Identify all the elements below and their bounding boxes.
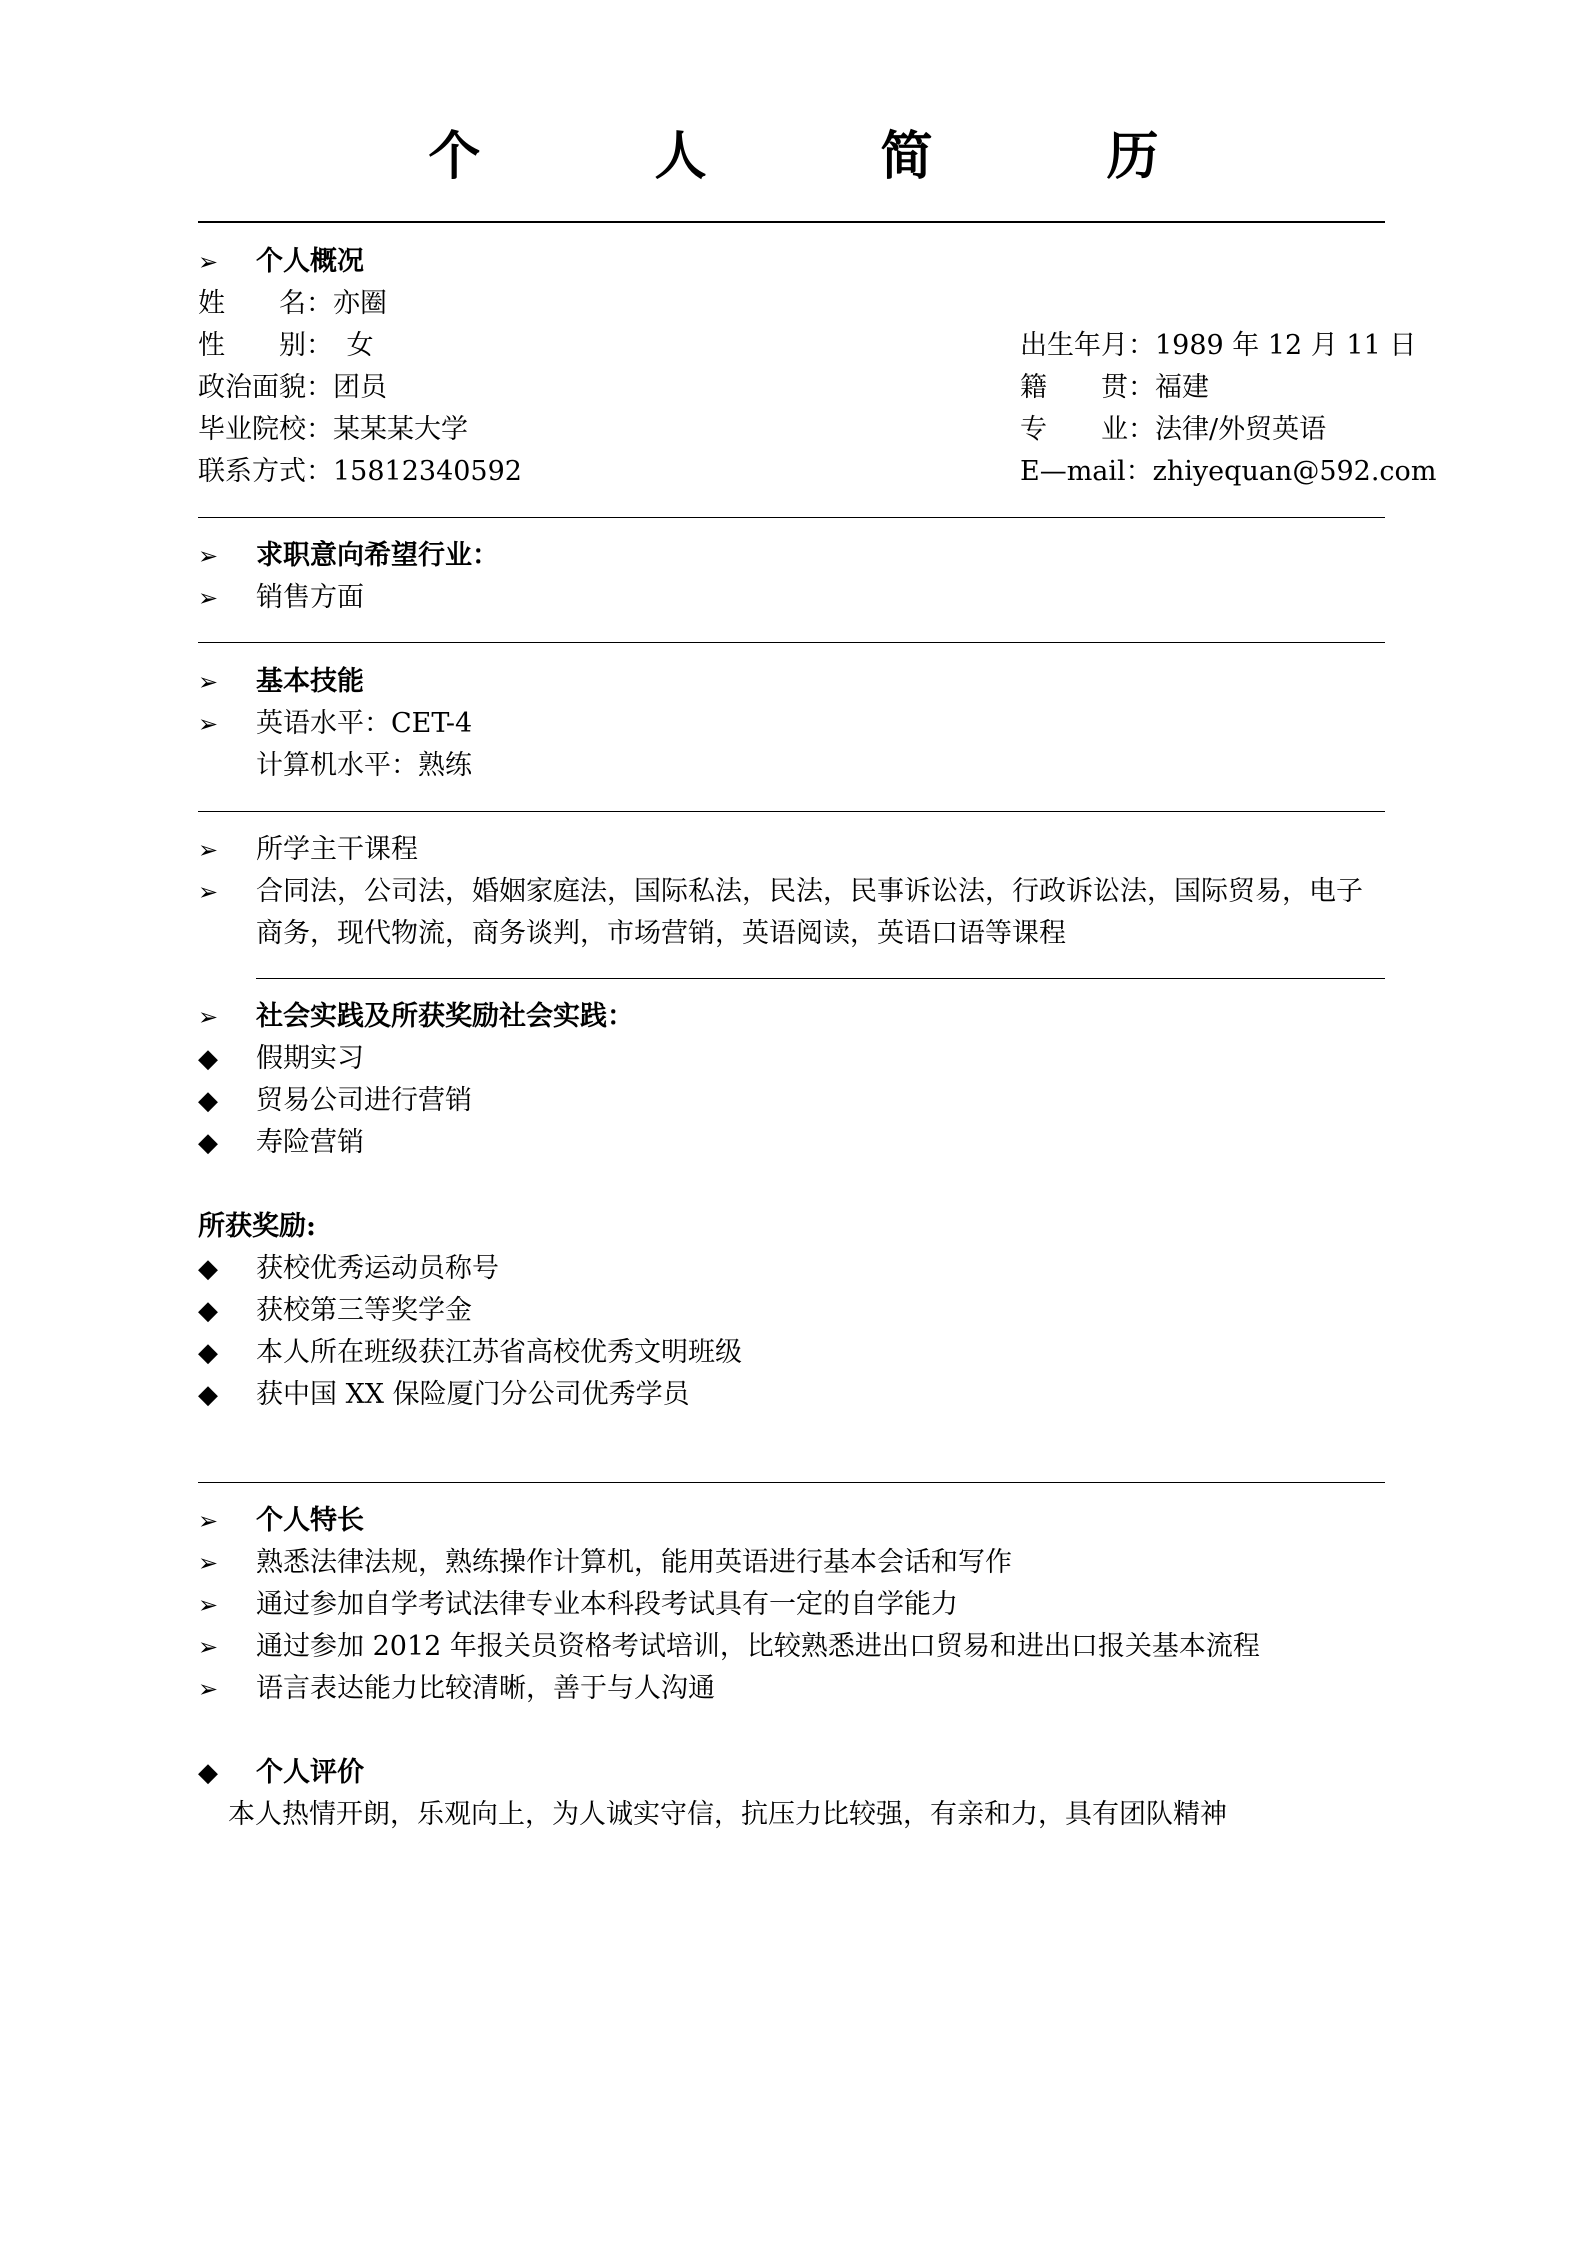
evaluation-text: 本人热情开朗，乐观向上，为人诚实守信，抗压力比较强，有亲和力，具有团队精神 bbox=[228, 1799, 1227, 1830]
contact-field: 联系方式：15812340592 bbox=[198, 456, 522, 487]
arrow-bullet-icon: ➢ bbox=[198, 1507, 219, 1535]
arrow-bullet-icon: ➢ bbox=[198, 542, 219, 570]
specialty-item: 熟悉法律法规，熟练操作计算机，能用英语进行基本会话和写作 bbox=[256, 1547, 1012, 1578]
birth-field: 出生年月：1989 年 12 月 11 日 bbox=[1020, 330, 1417, 361]
practice-item: 寿险营销 bbox=[256, 1127, 364, 1158]
courses-heading: 所学主干课程 bbox=[256, 834, 418, 865]
skills-heading: 基本技能 bbox=[256, 666, 364, 697]
diamond-bullet-icon: ◆ bbox=[198, 1758, 218, 1788]
arrow-bullet-icon: ➢ bbox=[198, 584, 219, 612]
diamond-bullet-icon: ◆ bbox=[198, 1296, 218, 1326]
award-item: 获中国 XX 保险厦门分公司优秀学员 bbox=[256, 1379, 690, 1410]
practice-item: 贸易公司进行营销 bbox=[256, 1085, 472, 1116]
diamond-bullet-icon: ◆ bbox=[198, 1338, 218, 1368]
arrow-bullet-icon: ➢ bbox=[198, 710, 219, 738]
courses-line-2: 商务，现代物流，商务谈判，市场营销，英语阅读，英语口语等课程 bbox=[256, 918, 1066, 949]
section-divider bbox=[256, 978, 1385, 979]
specialty-item: 通过参加 2012 年报关员资格考试培训，比较熟悉进出口贸易和进出口报关基本流程 bbox=[256, 1631, 1260, 1662]
award-item: 获校第三等奖学金 bbox=[256, 1295, 472, 1326]
intention-item: 销售方面 bbox=[256, 582, 364, 613]
school-field: 毕业院校：某某某大学 bbox=[198, 414, 468, 445]
award-item: 本人所在班级获江苏省高校优秀文明班级 bbox=[256, 1337, 742, 1368]
section-divider bbox=[198, 642, 1385, 643]
courses-line-1: 合同法，公司法，婚姻家庭法，国际私法，民法，民事诉讼法，行政诉讼法，国际贸易，电子 bbox=[256, 876, 1363, 907]
award-item: 获校优秀运动员称号 bbox=[256, 1253, 499, 1284]
native-field: 籍 贯：福建 bbox=[1020, 372, 1209, 403]
gender-field: 性 别： 女 bbox=[198, 330, 374, 361]
diamond-bullet-icon: ◆ bbox=[198, 1254, 218, 1284]
diamond-bullet-icon: ◆ bbox=[198, 1128, 218, 1158]
specialties-heading: 个人特长 bbox=[256, 1505, 364, 1536]
section-divider bbox=[198, 811, 1385, 812]
arrow-bullet-icon: ➢ bbox=[198, 1675, 219, 1703]
arrow-bullet-icon: ➢ bbox=[198, 668, 219, 696]
english-skill: 英语水平：CET-4 bbox=[256, 708, 473, 739]
arrow-bullet-icon: ➢ bbox=[198, 1633, 219, 1661]
section-divider bbox=[198, 517, 1385, 518]
awards-heading: 所获奖励: bbox=[198, 1211, 316, 1242]
evaluation-heading: 个人评价 bbox=[256, 1757, 364, 1788]
politics-field: 政治面貌：团员 bbox=[198, 372, 387, 403]
arrow-bullet-icon: ➢ bbox=[198, 1591, 219, 1619]
section-divider bbox=[198, 1482, 1385, 1483]
arrow-bullet-icon: ➢ bbox=[198, 248, 219, 276]
computer-skill: 计算机水平：熟练 bbox=[256, 750, 472, 781]
arrow-bullet-icon: ➢ bbox=[198, 878, 219, 906]
practice-heading: 社会实践及所获奖励社会实践： bbox=[256, 1001, 634, 1032]
diamond-bullet-icon: ◆ bbox=[198, 1380, 218, 1410]
intention-heading: 求职意向希望行业： bbox=[256, 540, 499, 571]
practice-item: 假期实习 bbox=[256, 1043, 364, 1074]
specialty-item: 语言表达能力比较清晰，善于与人沟通 bbox=[256, 1673, 715, 1704]
diamond-bullet-icon: ◆ bbox=[198, 1086, 218, 1116]
name-field: 姓 名：亦圈 bbox=[198, 288, 387, 319]
arrow-bullet-icon: ➢ bbox=[198, 1549, 219, 1577]
resume-title: 个 人 简 历 bbox=[428, 126, 1237, 187]
overview-heading: 个人概况 bbox=[256, 246, 364, 277]
email-field: E—mail：zhiyequan@592.com bbox=[1020, 456, 1437, 487]
diamond-bullet-icon: ◆ bbox=[198, 1044, 218, 1074]
arrow-bullet-icon: ➢ bbox=[198, 1003, 219, 1031]
major-field: 专 业：法律/外贸英语 bbox=[1020, 414, 1327, 445]
specialty-item: 通过参加自学考试法律专业本科段考试具有一定的自学能力 bbox=[256, 1589, 958, 1620]
title-divider bbox=[198, 221, 1385, 223]
arrow-bullet-icon: ➢ bbox=[198, 836, 219, 864]
